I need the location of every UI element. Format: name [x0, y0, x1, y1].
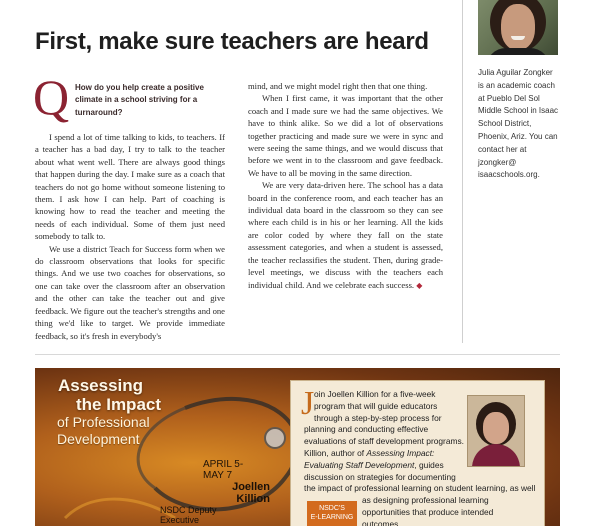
presenter-role [160, 505, 217, 525]
article-column-1 [35, 131, 225, 342]
bio-line: isaacschools.org. [478, 170, 540, 180]
paragraph: mind, and we might model right then that one thing. [248, 81, 428, 91]
bio-line: jzongker@ [478, 157, 517, 167]
column-divider [462, 0, 463, 343]
panel-line: outcomes. [362, 518, 401, 526]
paragraph: We use a district Teach for Success form when we do classroom observations that looks for specific things. And we use two coaches for observations, so one can take over the classroom after an observation and the other can take the teacher out and give feedback. We figure out the teacher's strengths and one thing we'd like to target. We provide immediate feedback, so it's fresh in everybody's [35, 243, 225, 341]
name-line: Killion [236, 493, 270, 505]
date-line: APRIL 5- [203, 459, 244, 470]
panel-text: Killion, author of [304, 447, 367, 458]
panel-text: , guides [414, 459, 444, 470]
role-line: Executive [160, 515, 200, 525]
bio-line: Phoenix, Ariz. You can [478, 131, 558, 141]
author-photo [478, 0, 558, 55]
bio-line: at Pueblo Del Sol [478, 93, 540, 103]
article-column-2 [248, 80, 443, 292]
date-line: MAY 7 [203, 470, 233, 481]
badge-line: NSDC'S [319, 505, 345, 512]
drop-cap: Q [33, 69, 70, 125]
paragraph [248, 179, 443, 292]
ad-headline-line-1: Assessing [58, 376, 144, 395]
section-divider [35, 354, 560, 355]
panel-line [304, 460, 536, 472]
article-title: First, make sure teachers are heard [35, 28, 429, 55]
paragraph: I spend a lot of time talking to kids, to teachers. If a teacher has a bad day, I try to talk to the teacher about what went well. There are always good things that happen during the day. I make sure as a coach that teachers do not go home without someone listening to them. I ask how I can help. Part of coaching is knowing how to read the teacher and meeting the needs of each individual. Some of them just need somebody to talk to. [35, 132, 225, 242]
panel-line: discussion on strategies for documenting [304, 471, 456, 482]
ad-headline-line-4: Development [57, 431, 140, 447]
bio-line: is an academic coach [478, 80, 555, 90]
bio-line: contact her at [478, 144, 527, 154]
ad-info-panel [290, 380, 545, 526]
panel-line: oin Joellen Killion for a five-week [314, 389, 436, 399]
bio-line: Middle School in Isaac [478, 106, 559, 116]
panel-line: program that will guide educators [314, 400, 438, 411]
panel-line: evaluations of staff development programs. [304, 436, 464, 447]
panel-drop-cap: J [301, 385, 315, 422]
e-learning-badge[interactable] [307, 501, 357, 526]
panel-line: planning and conducting effective [304, 424, 429, 435]
author-bio [478, 67, 568, 182]
bio-line: School District, [478, 119, 532, 129]
interview-question: How do you help create a positive climate in a school striving for a turnaround? [75, 83, 204, 117]
end-mark-icon: ◆ [416, 280, 423, 290]
panel-line: as designing professional learning [362, 495, 489, 506]
ad-headline-line-3: of Professional [57, 414, 150, 430]
role-line: NSDC Deputy [160, 505, 217, 515]
presenter-name [190, 481, 270, 505]
panel-line: opportunities that produce intended [362, 506, 494, 517]
book-title: Evaluating Staff Development [304, 459, 415, 470]
panel-line [304, 448, 536, 460]
ad-dates [203, 459, 243, 481]
ad-headline-line-2: the Impact [76, 395, 162, 414]
bio-line: Julia Aguilar Zongker [478, 68, 553, 77]
badge-line: E-LEARNING [310, 514, 354, 521]
paragraph-text: We are very data-driven here. The school has a data board in the conference room, and each teacher has an individual data board in the classroom so they can see where each child is in his or her learning. All the kids are color coded by where they fall on the state assessment categories, and when a student is assessed, the teacher reclassifies the student. Then, during grade-level meetings, we discuss with the teachers each individual child. And we celebrate each success. [248, 180, 443, 290]
panel-line: the impact of professional learning on student learning, as well [304, 483, 536, 494]
panel-line: through a step-by-step process for [314, 412, 442, 423]
paragraph: When I first came, it was important that the other coach and I made sure we had the same objectives. We have to think alike. So we did a lot of observations together practicing and made sure we were in sync and were seeing the same things, and we would discuss that before we went in to the classroom and gave feedback. We have to all be moving in the same direction. [248, 93, 443, 178]
advertisement-banner[interactable] [35, 368, 560, 526]
name-line: Joellen [232, 481, 270, 493]
book-title: Assessing Impact: [366, 447, 435, 458]
